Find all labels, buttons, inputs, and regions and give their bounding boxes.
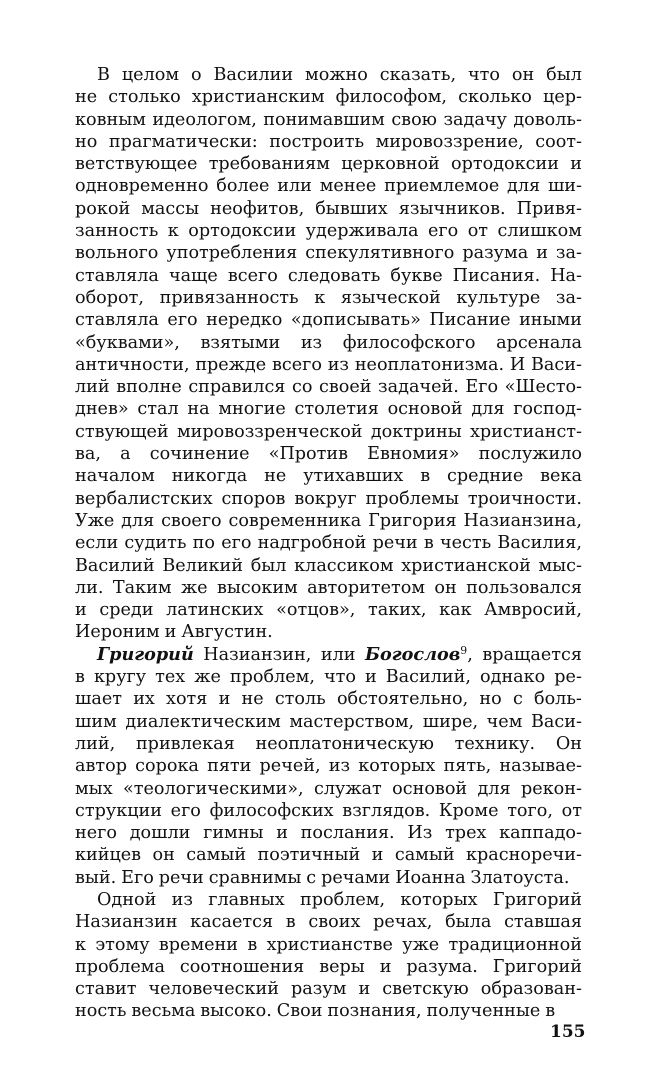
text-line: ность весьма высоко. Свои познания, полученные в: [75, 1001, 556, 1022]
paragraph-basil-summary: [75, 64, 582, 644]
text-line: Назианзин касается в своих речах, была ставшая: [75, 912, 582, 933]
text-line: «буквами», взятыми из философского арсенала: [75, 332, 582, 353]
text-line: вербалистских споров вокруг проблемы троичности.: [75, 488, 582, 509]
text-line: и среди латинских «отцов», таких, как Амвросий,: [75, 600, 582, 621]
text-line: оборот, привязанность к языческой культуре за-: [75, 287, 582, 308]
text-line: лий, привлекая неоплатоническую технику. Он: [75, 733, 582, 754]
text-line: В целом о Василии можно сказать, что он был: [97, 65, 582, 85]
text-line: него дошли гимны и послания. Из трех каппадо-: [75, 823, 582, 844]
text-line: Одной из главных проблем, которых Григорий: [97, 889, 582, 910]
text-line: к этому времени в христианстве уже традиционной: [75, 934, 582, 955]
text-line: шает их хотя и не столь обстоятельно, но с боль-: [75, 689, 582, 710]
text-line: античности, прежде всего из неоплатонизма. И Васи-: [75, 354, 582, 375]
paragraph-gregory-nazianzen: [75, 644, 582, 889]
text-line: шим диалектическим мастерством, шире, чем Васи-: [75, 711, 582, 732]
text-line: струкции его философских взглядов. Кроме того, от: [75, 800, 582, 821]
text-line: кийцев он самый поэтичный и самый красноречи-: [75, 845, 582, 866]
text-line: днев» стал на многие столетия основой для господ-: [75, 399, 582, 420]
page-number: 155: [550, 1022, 586, 1042]
text-line: ветствующее требованиям церковной ортодоксии и: [75, 154, 582, 175]
text-line: Иероним и Августин.: [75, 622, 273, 643]
paragraph-faith-and-reason: [75, 889, 582, 1023]
text-line: одновременно более или менее приемлемое для ши-: [75, 176, 582, 197]
text-line: началом никогда не утихавших в средние века: [75, 466, 582, 487]
text-line: проблема соотношения веры и разума. Григорий: [75, 956, 582, 977]
text-line: в кругу тех же проблем, что и Василий, однако ре-: [75, 667, 582, 688]
text-line: ва, а сочинение «Против Евномия» послужило: [75, 444, 582, 465]
text-line: рокой массы неофитов, бывших язычников. Привя-: [75, 198, 582, 219]
text-line: автор сорока пяти речей, из которых пять, называе-: [75, 756, 582, 777]
text-line: не столько христианским философом, сколько цер-: [75, 87, 582, 108]
text-line: Василий Великий был классиком христианской мыс-: [75, 555, 582, 576]
text-line: если судить по его надгробной речи в честь Василия,: [75, 533, 582, 554]
text-line: ковным идеологом, понимавшим свою задачу доволь-: [75, 109, 582, 130]
text-line: ставляла чаще всего следовать букве Писания. На-: [75, 265, 582, 286]
text-line: вый. Его речи сравнимы с речами Иоанна Златоуста.: [75, 867, 570, 888]
book-page-text: [75, 64, 582, 1023]
text-line: лий вполне справился со своей задачей. Его «Шесто-: [75, 377, 582, 398]
text-line: мых «теологическими», служат основой для рекон-: [75, 778, 582, 799]
text-line: Григорий Назианзин, или Богослов$^9$, вращается: [97, 643, 582, 665]
text-line: но прагматически: построить мировоззрение, соот-: [75, 131, 582, 152]
text-line: Уже для своего современника Григория Назианзина,: [75, 510, 582, 531]
text-line: ли. Таким же высоким авторитетом он пользовался: [75, 577, 582, 598]
text-line: занность к ортодоксии удерживала его от слишком: [75, 221, 582, 242]
text-line: ставит человеческий разум и светскую образован-: [75, 979, 582, 1000]
text-line: вольного употребления спекулятивного разума и за-: [75, 243, 582, 264]
text-line: ставляла его нередко «дописывать» Писание иными: [75, 310, 582, 331]
text-line: ствующей мировоззренческой доктрины христианст-: [75, 421, 582, 442]
